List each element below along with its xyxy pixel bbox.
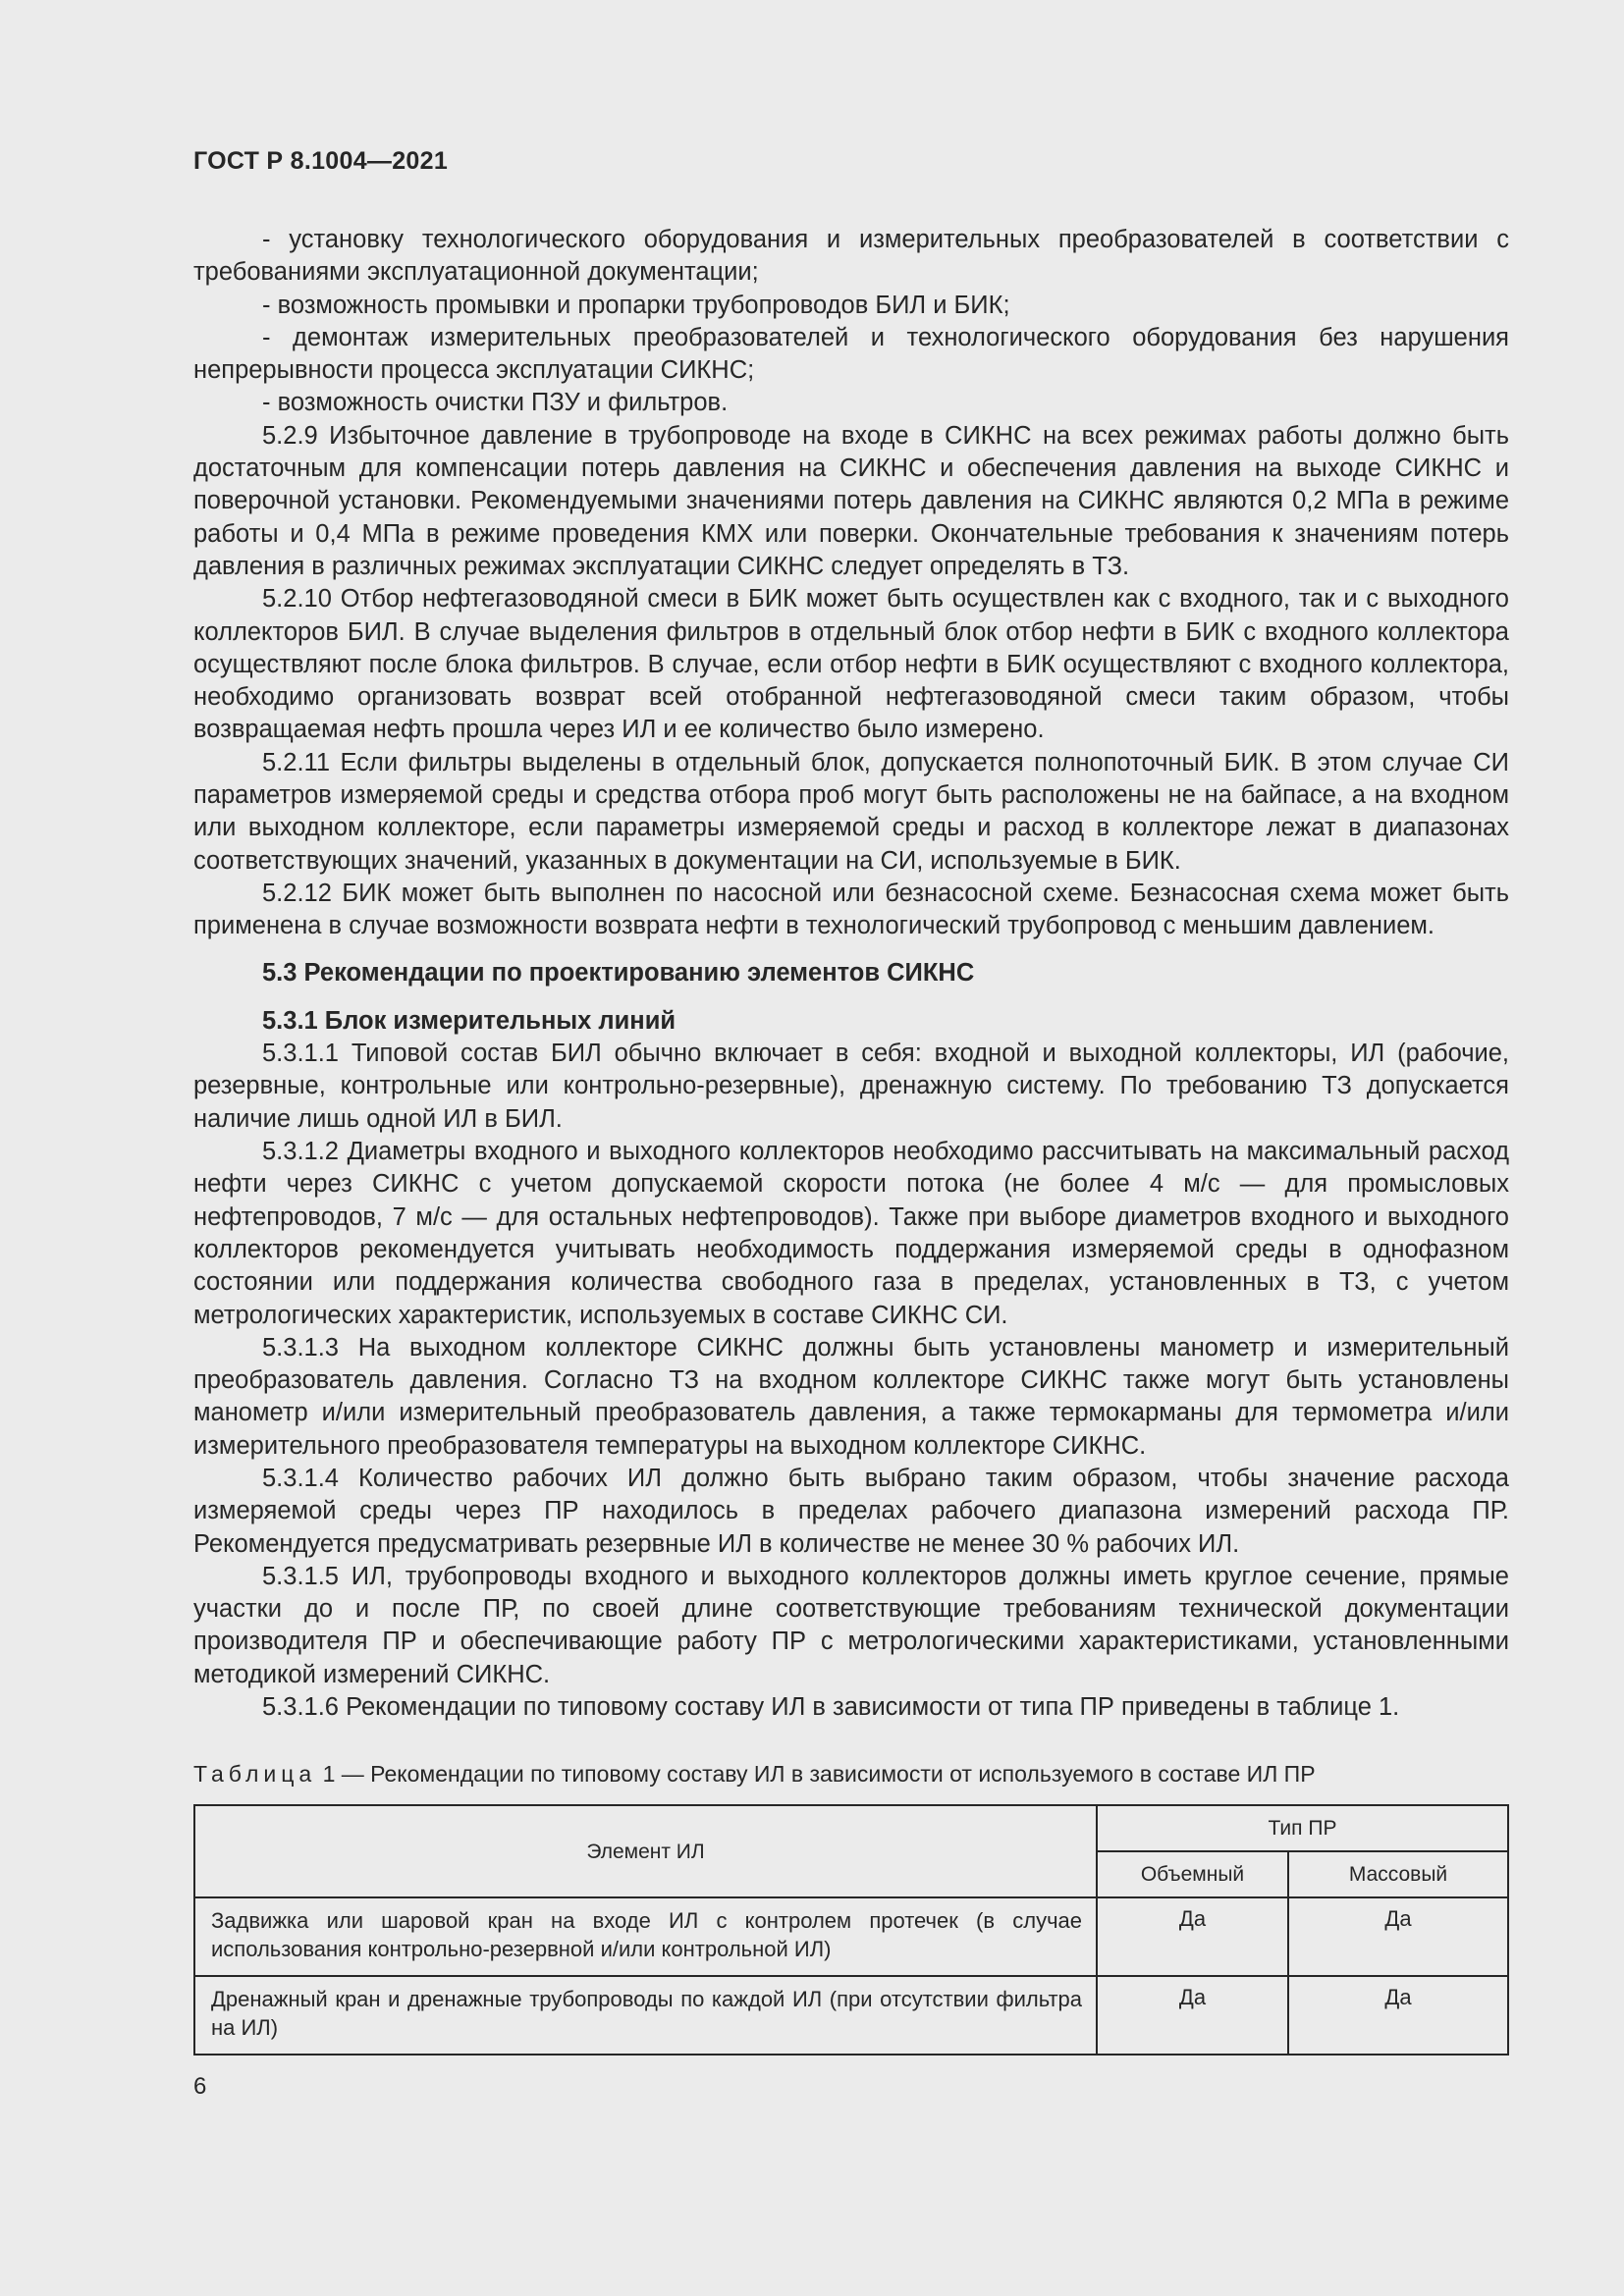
cell-volumetric: Да — [1097, 1976, 1288, 2055]
cell-volumetric: Да — [1097, 1897, 1288, 1976]
body-text — [193, 224, 1509, 1724]
list-item: - демонтаж измерительных преобразователей и технологического оборудования без нарушения непрерывности процесса эксплуатации СИКНС; — [193, 323, 1509, 385]
clause-5-2-12: 5.2.12 БИК может быть выполнен по насосной или безнасосной схеме. Безнасосная схема может быть применена в случае возможности возврата нефти в технологический трубопровод с меньшим давлением. — [193, 879, 1509, 940]
clause-5-3-1-6: 5.3.1.6 Рекомендации по типовому составу ИЛ в зависимости от типа ПР приведены в таблице 1. — [262, 1693, 1400, 1722]
clause-5-3-1-3: 5.3.1.3 На выходном коллекторе СИКНС должны быть установлены манометр и измерительный преобразователь давления. Согласно ТЗ на входном коллекторе СИКНС также могут быть установлены манометр и/или измерительный преобразователь давления, а также термокарманы для термометра и/или измерительного преобразователя температуры на выходном коллекторе СИКНС. — [193, 1333, 1509, 1460]
section-heading: 5.3 Рекомендации по проектированию элементов СИКНС — [262, 958, 975, 987]
page-number: 6 — [193, 2073, 207, 2100]
subsection-heading: 5.3.1 Блок измерительных линий — [262, 1006, 677, 1035]
cell-mass: Да — [1288, 1897, 1508, 1976]
clause-5-3-1-2: 5.3.1.2 Диаметры входного и выходного коллекторов необходимо рассчитывать на максимальный расход нефти через СИКНС с учетом допускаемой скорости потока (не более 4 м/с — для промысловых нефтепроводов, 7 м/с — для остальных нефтепроводов). Также при выборе диаметров входного и выходного коллекторов рекомендуется учитывать необходимость поддержания измеряемой среды в однофазном состоянии или поддержания количества свободного газа в пределах, установленных в ТЗ, с учетом метрологических характеристик, используемых в составе СИКНС СИ. — [193, 1138, 1509, 1329]
recommendations-table — [193, 1804, 1509, 2056]
table-caption-label: Таблица — [193, 1761, 317, 1787]
table-caption-text: 1 — Рекомендации по типовому составу ИЛ в зависимости от используемого в составе ИЛ ПР — [316, 1761, 1316, 1787]
table-caption — [193, 1761, 1316, 1788]
col-header-element: Элемент ИЛ — [194, 1805, 1097, 1897]
cell-element: Задвижка или шаровой кран на входе ИЛ с контролем протечек (в случае использования контрольно-резервной и/или контрольной ИЛ) — [194, 1897, 1097, 1976]
col-header-type: Тип ПР — [1097, 1805, 1508, 1851]
table-row — [194, 1897, 1508, 1976]
clause-5-3-1-1: 5.3.1.1 Типовой состав БИЛ обычно включает в себя: входной и выходной коллекторы, ИЛ (рабочие, резервные, контрольные или контрольно-резервные), дренажную систему. По требованию ТЗ допускается наличие лишь одной ИЛ в БИЛ. — [193, 1040, 1509, 1133]
clause-5-3-1-5: 5.3.1.5 ИЛ, трубопроводы входного и выходного коллекторов должны иметь круглое сечение, прямые участки до и после ПР, по своей длине соответствующие требованиям технической документации производителя ПР и обеспечивающие работу ПР с метрологическими характеристиками, установленными методикой измерений СИКНС. — [193, 1562, 1509, 1688]
clause-5-2-10: 5.2.10 Отбор нефтегазоводяной смеси в БИК может быть осуществлен как с входного, так и с выходного коллекторов БИЛ. В случае выделения фильтров в отдельный блок отбор нефти в БИК с входного коллектора осуществляют после блока фильтров. В случае, если отбор нефти в БИК осуществляют с входного коллектора, необходимо организовать возврат всей отобранной нефтегазоводяной смеси таким образом, чтобы возвращаемая нефть прошла через ИЛ и ее количество было измерено. — [193, 585, 1509, 744]
cell-mass: Да — [1288, 1976, 1508, 2055]
cell-element: Дренажный кран и дренажные трубопроводы по каждой ИЛ (при отсутствии фильтра на ИЛ) — [194, 1976, 1097, 2055]
clause-5-3-1-4: 5.3.1.4 Количество рабочих ИЛ должно быть выбрано таким образом, чтобы значение расхода измеряемой среды через ПР находилось в пределах рабочего диапазона измерений расхода ПР. Рекомендуется предусматривать резервные ИЛ в количестве не менее 30 % рабочих ИЛ. — [193, 1464, 1509, 1558]
clause-5-2-9: 5.2.9 Избыточное давление в трубопроводе на входе в СИКНС на всех режимах работы должно быть достаточным для компенсации потерь давления на СИКНС и обеспечения давления на выходе СИКНС и поверочной установки. Рекомендуемыми значениями потерь давления на СИКНС являются 0,2 МПа в режиме работы и 0,4 МПа в режиме проведения КМХ или поверки. Окончательные требования к значениям потерь давления в различных режимах эксплуатации СИКНС следует определять в ТЗ. — [193, 421, 1509, 580]
clause-5-2-11: 5.2.11 Если фильтры выделены в отдельный блок, допускается полнопоточный БИК. В этом случае СИ параметров измеряемой среды и средства отбора проб могут быть расположены не на байпасе, а на входном или выходном коллекторе, если параметры измеряемой среды и расход в коллекторе лежат в диапазонах соответствующих значений, указанных в документации на СИ, используемые в БИК. — [193, 748, 1509, 875]
list-item: - возможность промывки и пропарки трубопроводов БИЛ и БИК; — [262, 291, 1010, 319]
col-header-volumetric: Объемный — [1097, 1851, 1288, 1897]
col-header-mass: Массовый — [1288, 1851, 1508, 1897]
table-row — [194, 1976, 1508, 2055]
document-header: ГОСТ Р 8.1004—2021 — [193, 147, 449, 175]
list-item: - установку технологического оборудования и измерительных преобразователей в соответствии с требованиями эксплуатационной документации; — [193, 226, 1509, 287]
list-item: - возможность очистки ПЗУ и фильтров. — [262, 389, 729, 417]
